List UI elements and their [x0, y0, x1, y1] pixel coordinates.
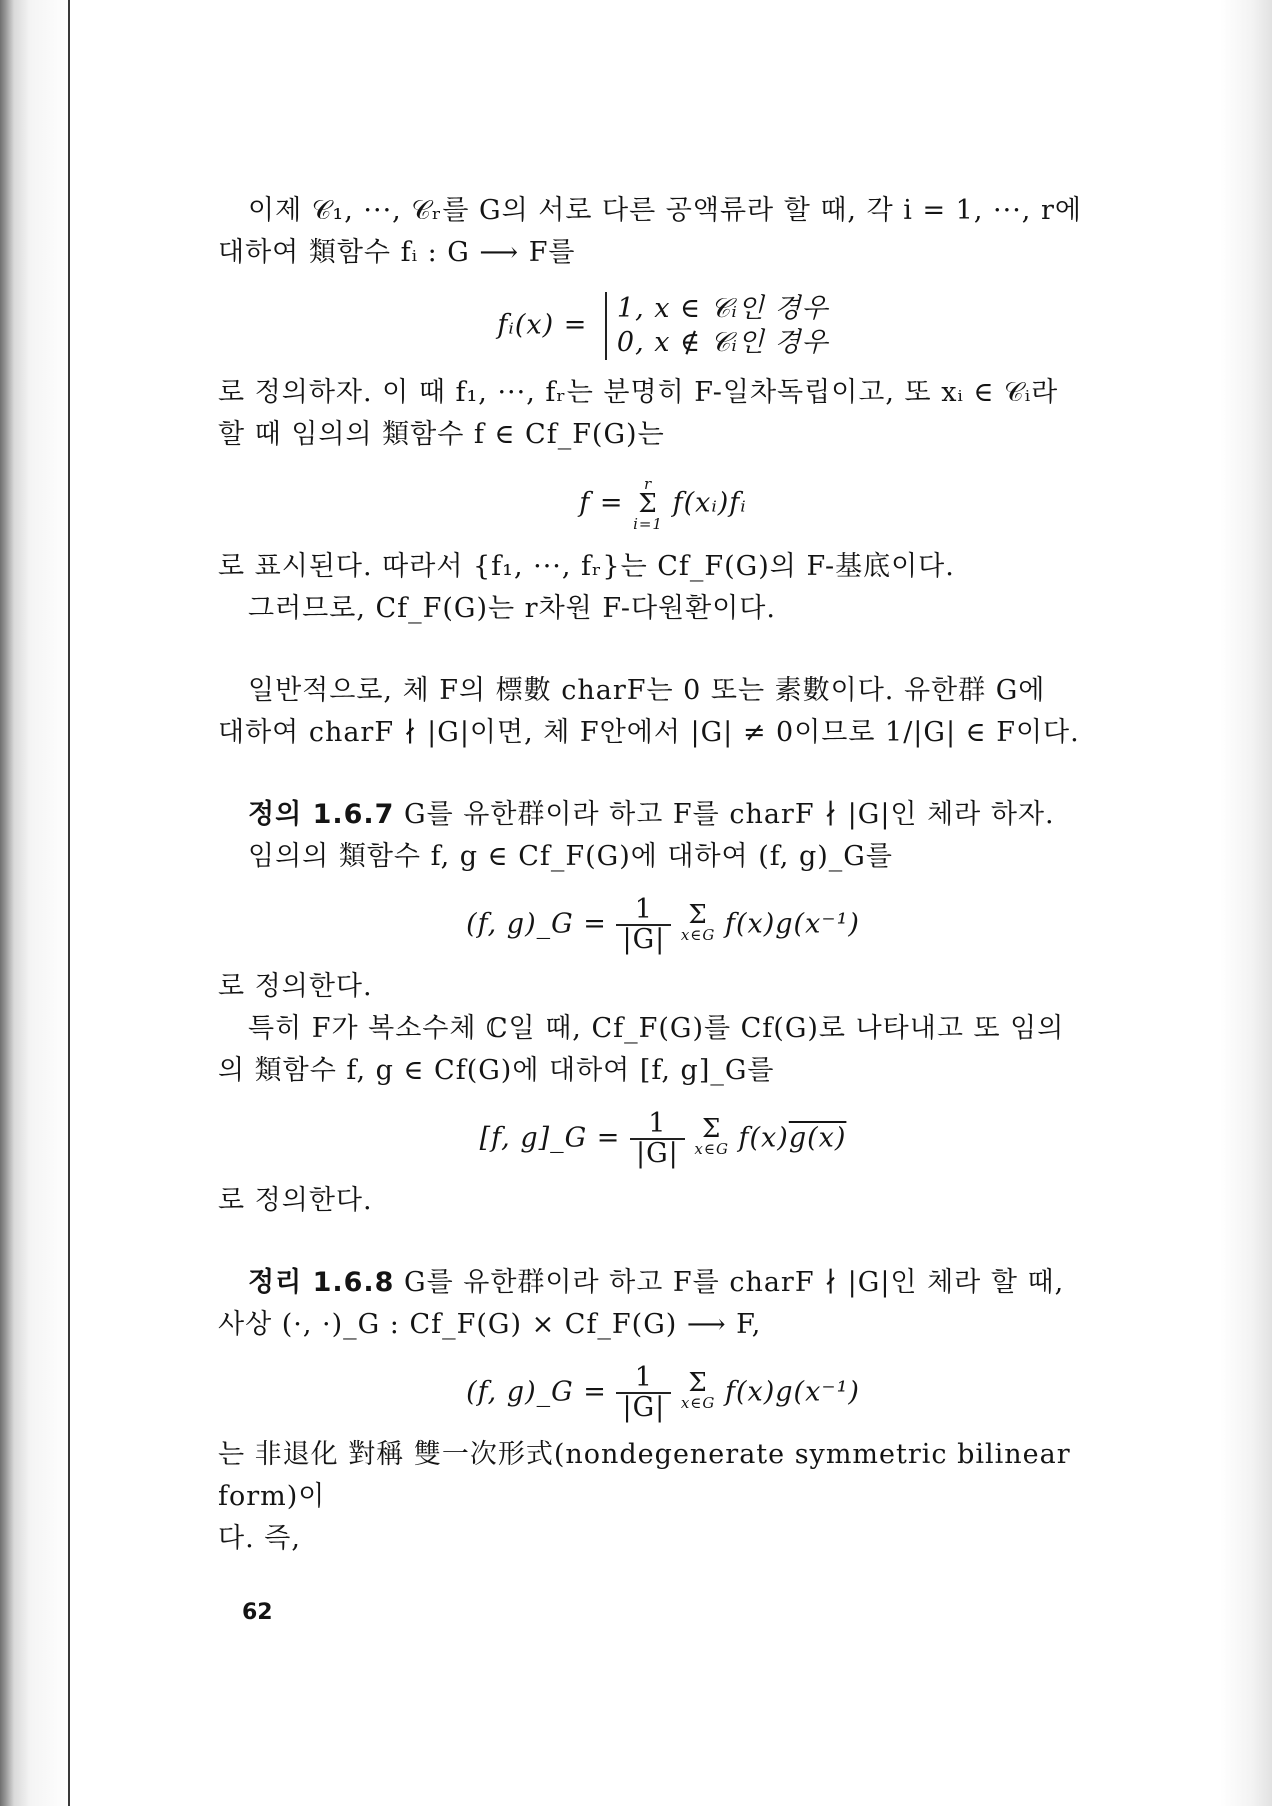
equation-lhs: (f, g)_G =: [466, 908, 607, 940]
text-line: 특히 F가 복소수체 ℂ일 때, Cf_F(G)를 Cf(G)로 나타내고 또 임의: [248, 1013, 1065, 1044]
text-line: 다. 즉,: [218, 1523, 301, 1554]
page-right-shadow: [1220, 0, 1272, 1806]
page-body: [218, 190, 1108, 1560]
text-line: 임의의 類함수 f, g ∈ Cf_F(G)에 대하여 (f, g)_G를: [248, 841, 893, 872]
fraction-numerator: 1: [616, 1364, 671, 1394]
equation-cases: [605, 292, 829, 360]
text-line: G를 유한群이라 하고 F를 charF ∤ |G|인 체라 하자.: [404, 799, 1055, 830]
text-line: 일반적으로, 체 F의 標數 charF는 0 또는 素數이다. 유한群 G에: [248, 675, 1046, 706]
definition-line: [218, 794, 1108, 836]
equation-lhs: (f, g)_G =: [466, 1376, 607, 1408]
sum-lower-limit: x∈G: [680, 926, 716, 944]
equation-basis-expansion: [218, 474, 1108, 534]
definition-heading: 정의 1.6.7: [248, 799, 395, 830]
theorem-line: [218, 1262, 1108, 1304]
theorem-heading: 정리 1.6.8: [248, 1267, 395, 1298]
text-line: 로 표시된다. 따라서 {f₁, ···, fᵣ}는 Cf_F(G)의 F-基底이다.: [218, 551, 955, 582]
text-line: 그러므로, Cf_F(G)는 r차원 F-다원환이다.: [248, 593, 776, 624]
text-line: 로 정의한다.: [218, 971, 373, 1002]
text-line: 이제 𝒞₁, ···, 𝒞ᵣ를 G의 서로 다른 공액류라 할 때, 각 i = 1, ···, r에: [248, 195, 1082, 226]
equation-lhs: f =: [579, 487, 624, 519]
fraction-numerator: 1: [616, 896, 671, 926]
equation-bilinear-map: [218, 1364, 1108, 1422]
text-line: 로 정의하자. 이 때 f₁, ···, fᵣ는 분명히 F-일차독립이고, 또 xᵢ ∈ 𝒞ᵢ라: [218, 377, 1059, 408]
text-line: 대하여 charF ∤ |G|이면, 체 F안에서 |G| ≠ 0이므로 1/|G| ∈ F이다.: [218, 717, 1080, 748]
equation-hermitian-product: [218, 1110, 1108, 1168]
page-left-border: [68, 0, 70, 1806]
page-number: 62: [242, 1600, 273, 1625]
equation-rhs-conjugate: g(x): [788, 1122, 847, 1154]
equation-rhs: f(x): [738, 1122, 789, 1154]
text-line: 로 정의한다.: [218, 1185, 373, 1216]
equation-rhs: f(x)g(x⁻¹): [724, 1376, 860, 1408]
sum-lower-limit: i=1: [633, 515, 663, 533]
equation-lhs: fᵢ(x) =: [497, 309, 588, 341]
text-line: G를 유한群이라 하고 F를 charF ∤ |G|인 체라 할 때,: [404, 1267, 1065, 1298]
summation-symbol: Σ x∈G: [680, 1368, 716, 1412]
fraction-denominator: |G|: [622, 924, 666, 955]
sum-lower-limit: x∈G: [680, 1394, 716, 1412]
sum-lower-limit: x∈G: [694, 1140, 729, 1158]
equation-inner-product: [218, 896, 1108, 954]
summation-symbol: Σ x∈G: [694, 1114, 729, 1158]
sum-upper-limit: r: [643, 475, 653, 493]
fraction: [616, 1364, 671, 1422]
book-spine-shadow: [0, 0, 70, 1806]
fraction: [616, 896, 671, 954]
case-2: 0, x ∉ 𝒞ᵢ인 경우: [616, 327, 829, 358]
fraction-denominator: |G|: [636, 1138, 679, 1169]
text-line: 사상 (·, ·)_G : Cf_F(G) × Cf_F(G) ⟶ F,: [218, 1309, 762, 1340]
text-line: 대하여 類함수 fᵢ : G ⟶ F를: [218, 237, 576, 268]
equation-rhs: f(x)g(x⁻¹): [724, 908, 860, 940]
text-line: 의 類함수 f, g ∈ Cf(G)에 대하여 [f, g]_G를: [218, 1055, 775, 1086]
fraction-numerator: 1: [630, 1110, 685, 1140]
fraction-denominator: |G|: [622, 1392, 666, 1423]
case-1: 1, x ∈ 𝒞ᵢ인 경우: [616, 293, 829, 324]
summation-symbol: Σ x∈G: [680, 900, 716, 944]
equation-class-function-definition: [218, 292, 1108, 360]
equation-rhs: f(xᵢ)fᵢ: [672, 487, 747, 519]
equation-lhs: [f, g]_G =: [479, 1122, 621, 1154]
text-line: 할 때 임의의 類함수 f ∈ Cf_F(G)는: [218, 419, 665, 450]
text-line: 는 非退化 對稱 雙一次形式(nondegenerate symmetric bilinear form)이: [218, 1439, 1071, 1512]
summation-symbol: r Σ i=1: [633, 475, 663, 533]
fraction: [630, 1110, 685, 1168]
